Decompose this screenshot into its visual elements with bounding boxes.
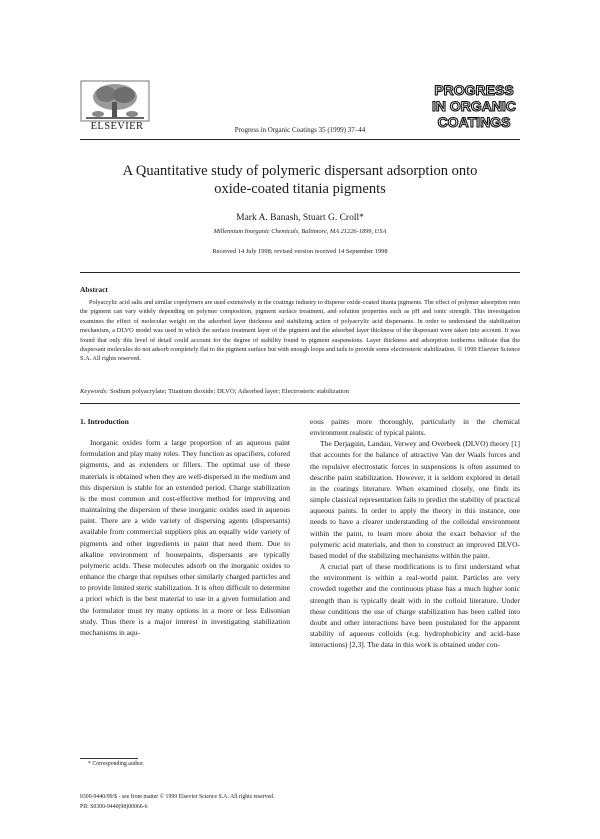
copyright-line: 0300-9440/99/$ - see front matter © 1999 Elsevier Science S.A. All rights reserved.: [80, 794, 275, 800]
journal-reference: Progress in Organic Coatings 35 (1999) 37–44: [234, 126, 366, 134]
journal-logo: [428, 78, 520, 134]
journal-logo-line-3: COATINGS: [437, 114, 511, 130]
journal-logo-line-1: PROGRESS: [434, 82, 514, 98]
corresponding-author-footnote: * Corresponding author.: [88, 761, 145, 767]
keywords-label: Keywords:: [80, 388, 109, 395]
abstract-top-rule: [80, 272, 520, 273]
keywords: [80, 388, 520, 395]
header-rule: [80, 139, 520, 140]
body-right-column: [310, 416, 520, 650]
abstract-bottom-rule: [80, 403, 520, 404]
intro-paragraph-1: Inorganic oxides form a large proportion of an aqueous paint formulation and play many roles. They function as opacifiers, colored pigments, and as extenders or fillers. The optimal use of these materials is obtained when they are well-dispersed in the medium and this dispersion is stable for an extended period. Charge stabilization is the most common and cost-effective method for improving and maintaining the dispersion of these inorganic oxides used in aqueous paint. There are a wide variety of dispersing agents (dispersants) available from commercial suppliers plus an equally wide variety of pigments and other ingredients in paint that need them. Due to alkaline environment of housepaints, dispersants are typically polymeric acids. These molecules adsorb on the inorganic oxides to enhance the charge that repulses other similarly charged particles and to provide limited steric stabilization. It is often difficult to determine a priori which is the best material to use in a given formulation and the formulator must try many options in a more or less Edisonian study. Thus there is a major interest in investigating stabilization mechanisms in aqu-: [80, 438, 290, 637]
pii-line: PII: S0300-9440(98)00066-6: [80, 804, 148, 810]
keywords-list: Sodium polyacrylate; Titanium dioxide; DLVO; Adsorbed layer; Electrosteric stabilization: [108, 388, 349, 395]
body-left-column: [80, 416, 290, 638]
abstract-text: Polyacrylic acid salts and similar copolymers are used extensively in the coatings industry to disperse oxide-coated titania pigments. The effect of polymer adsorption onto the pigment can vary widely depending on polymer composition, pigment surface treatment, and solution properties such as pH and ionic strength. This investigation examines the effect of molecular weight on the adsorbed layer thickness and stabilizing action of polyacrylic acid dispersants. In order to understand the stabilization mechanism, a DLVO model was used in which the surface treatment layer of the pigment and the adsorbed layer thickness of the dispersant were taken into account. It was found that only this level of detail could account for the degree of stability found in pigment suspensions. Layer thickness and adsorption isotherms indicate that the dispersant molecules do not adsorb completely flat to the pigment surface but with enough loops and tails to provide some electrosteric stabilization. © 1999 Elsevier Science S.A. All rights reserved.: [80, 299, 520, 363]
section-heading-introduction: 1. Introduction: [80, 417, 129, 426]
article-title-line-1: A Quantitative study of polymeric dispersant adsorption onto: [122, 163, 478, 179]
abstract-heading: Abstract: [80, 285, 108, 294]
intro-paragraph-continued: eous paints more thoroughly, particularly in the chemical environment realistic of typical paints.: [310, 417, 520, 438]
received-dates: Received 14 July 1998; revised version received 14 September 1998: [212, 248, 388, 255]
author-affiliation: Millennium Inorganic Chemicals, Baltimore, MA 21226-1899, USA: [213, 228, 387, 235]
article-authors: Mark A. Banash, Stuart G. Croll*: [236, 213, 364, 223]
footnote-rule: [80, 758, 138, 759]
intro-paragraph-3: A crucial part of these modifications is to first understand what the environment is within a real-world paint. Particles are very crowded together and the continuous phase has a much higher ionic strength than is typically dealt with in the colloid literature. Under these conditions the use of charge stabilization has been called into doubt and other interactions have been postulated for the apparent stability of aqueous colloids (e.g. hydrophobicity and acid–base interactions) [2,3]. The data in this work is obtained under con-: [310, 562, 520, 650]
publisher-name: ELSEVIER: [90, 121, 144, 132]
article-title-line-2: oxide-coated titania pigments: [214, 181, 386, 197]
journal-logo-line-2: IN ORGANIC: [432, 98, 516, 114]
intro-paragraph-2: The Derjaguin, Landau, Verwey and Overbeek (DLVO) theory [1] that accounts for the balance of attractive Van der Waals forces and the repulsive electrostatic forces in suspensions is often assumed to describe paint stabilization. However, it is seldom explored in detail in the coatings literature. When examined closely, one finds its simple classical representation fails to predict the stability of practical aqueous paints. In order to apply the theory in this instance, one needs to have a clearer understanding of the colloidal environment within the paint, to learn more about the exact behavior of the polymeric acid materials, and then to construct an improved DLVO-based model of the stabilizing mechanisms within the paint.: [310, 439, 520, 560]
